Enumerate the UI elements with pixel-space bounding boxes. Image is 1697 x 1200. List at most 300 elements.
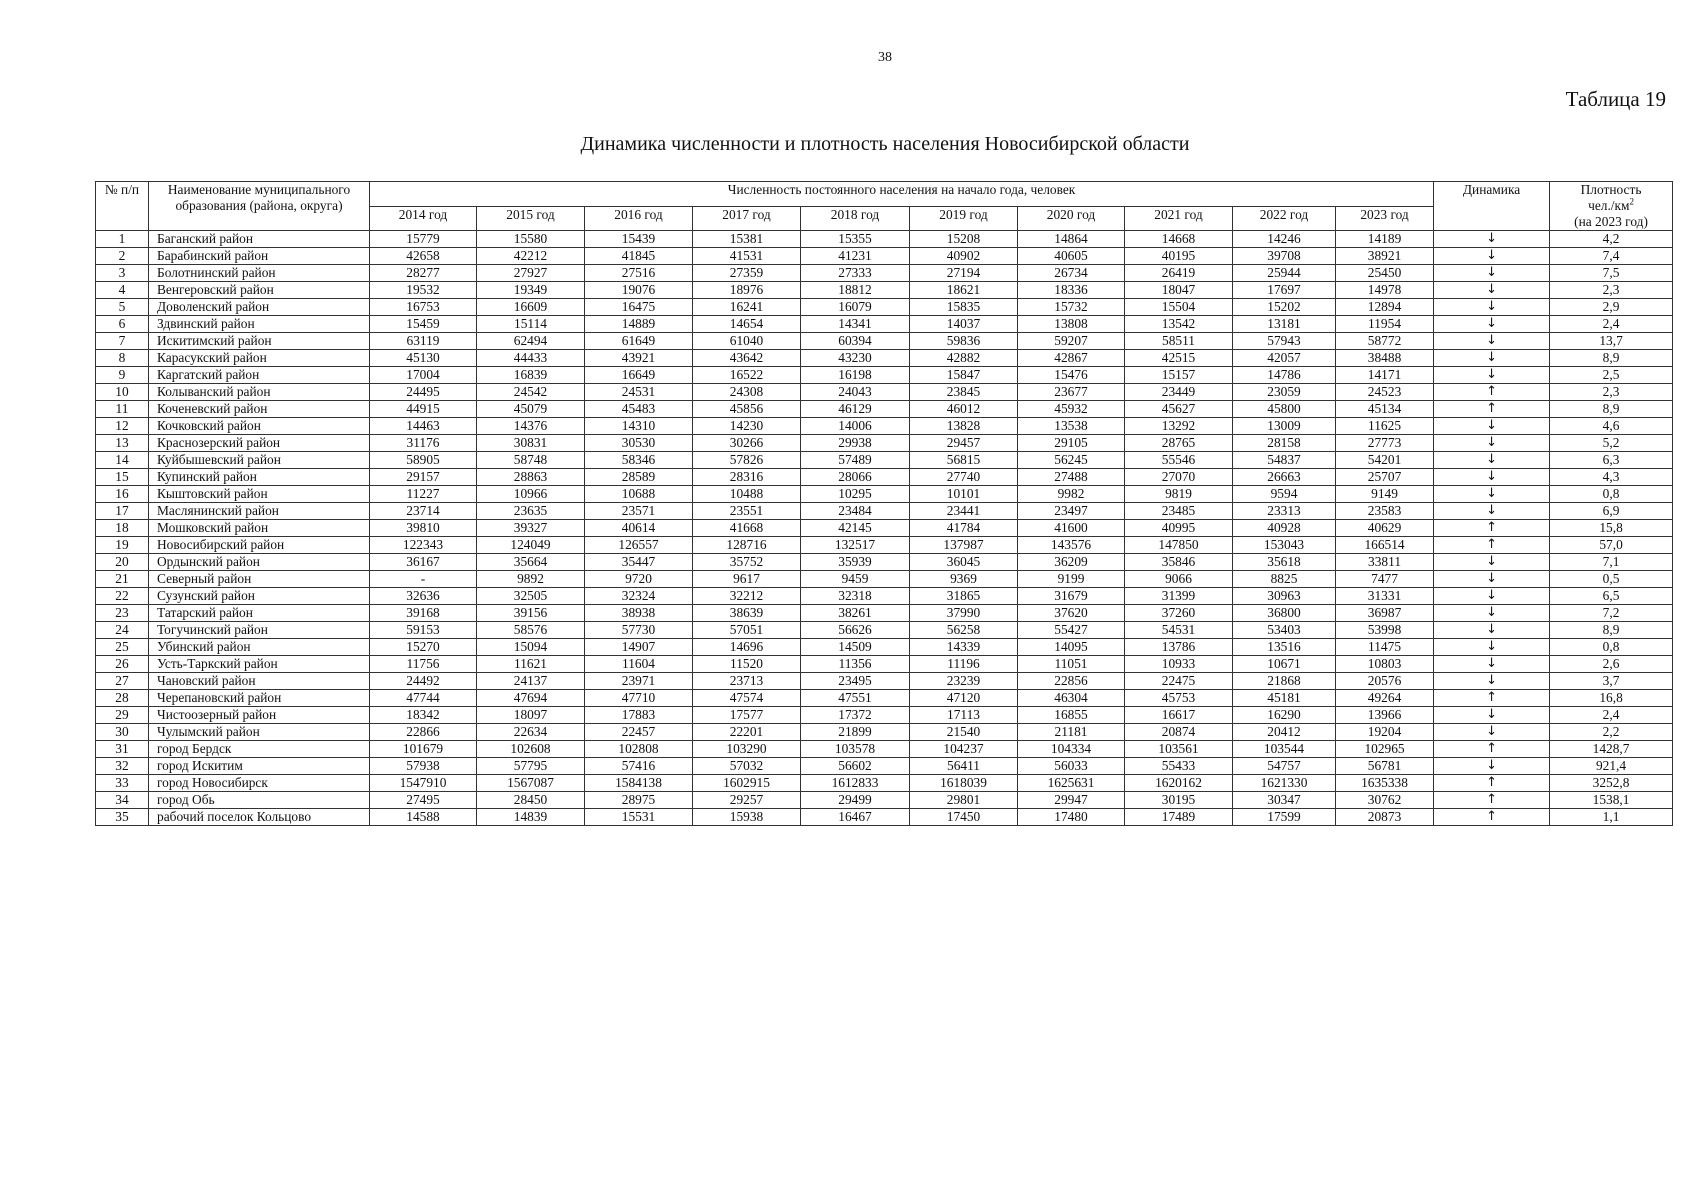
density-value: 6,5 [1550,588,1673,605]
population-value: 35447 [585,554,693,571]
trend-arrow-icon: ↓ [1434,503,1550,520]
population-value: 11621 [477,656,585,673]
population-value: 42212 [477,248,585,265]
trend-arrow-icon: ↑ [1434,809,1550,826]
population-value: 40195 [1125,248,1233,265]
population-value: 42145 [801,520,910,537]
density-value: 1,1 [1550,809,1673,826]
municipality-name: Тогучинский район [149,622,370,639]
population-value: 57489 [801,452,910,469]
population-value: 47694 [477,690,585,707]
population-value: 23571 [585,503,693,520]
population-value: 132517 [801,537,910,554]
density-value: 8,9 [1550,622,1673,639]
population-value: 37260 [1125,605,1233,622]
population-value: 22457 [585,724,693,741]
population-value: 22634 [477,724,585,741]
population-value: 9720 [585,571,693,588]
table-row [96,588,1673,605]
population-value: 16079 [801,299,910,316]
table-row [96,248,1673,265]
population-value: 24043 [801,384,910,401]
population-value: 54837 [1233,452,1336,469]
trend-arrow-icon: ↑ [1434,792,1550,809]
population-value: 57032 [693,758,801,775]
population-value: 16617 [1125,707,1233,724]
population-value: 61649 [585,333,693,350]
population-value: 29947 [1018,792,1125,809]
trend-arrow-icon: ↓ [1434,282,1550,299]
population-value: 28863 [477,469,585,486]
population-value: 24542 [477,384,585,401]
municipality-name: Чулымский район [149,724,370,741]
municipality-name: Болотнинский район [149,265,370,282]
population-value: 36167 [370,554,477,571]
population-value: 9459 [801,571,910,588]
density-value: 7,5 [1550,265,1673,282]
trend-arrow-icon: ↓ [1434,435,1550,452]
table-row [96,792,1673,809]
population-value: 14839 [477,809,585,826]
density-value: 4,6 [1550,418,1673,435]
row-number: 19 [96,537,149,554]
population-value: 19349 [477,282,585,299]
population-value: 43230 [801,350,910,367]
population-value: 45627 [1125,401,1233,418]
population-value: 32636 [370,588,477,605]
density-value: 1538,1 [1550,792,1673,809]
population-value: 18976 [693,282,801,299]
population-value: 21540 [910,724,1018,741]
table-row [96,452,1673,469]
population-value: 101679 [370,741,477,758]
population-value: 58772 [1336,333,1434,350]
row-number: 8 [96,350,149,367]
population-value: 10295 [801,486,910,503]
population-value: 1584138 [585,775,693,792]
population-value: 39168 [370,605,477,622]
row-number: 16 [96,486,149,503]
population-value: 57938 [370,758,477,775]
population-value: 53403 [1233,622,1336,639]
population-value: 33811 [1336,554,1434,571]
population-value: 59153 [370,622,477,639]
population-value: 9982 [1018,486,1125,503]
population-value: 40605 [1018,248,1125,265]
population-value: 18047 [1125,282,1233,299]
population-value: 31679 [1018,588,1125,605]
header-dynamics: Динамика [1434,182,1550,231]
header-density-year: (на 2023 год) [1574,214,1648,229]
population-value: 1602915 [693,775,801,792]
row-number: 1 [96,231,149,248]
header-year-3: 2016 год [585,206,693,231]
population-value: 47120 [910,690,1018,707]
population-value: 23677 [1018,384,1125,401]
municipality-name: Чистоозерный район [149,707,370,724]
trend-arrow-icon: ↑ [1434,775,1550,792]
population-value: 23583 [1336,503,1434,520]
population-value: 15938 [693,809,801,826]
density-value: 921,4 [1550,758,1673,775]
table-row [96,537,1673,554]
table-row [96,435,1673,452]
population-value: 57795 [477,758,585,775]
population-value: 57730 [585,622,693,639]
population-value: 43921 [585,350,693,367]
population-value: 17697 [1233,282,1336,299]
population-value: 16609 [477,299,585,316]
population-value: 8825 [1233,571,1336,588]
municipality-name: Убинский район [149,639,370,656]
row-number: 2 [96,248,149,265]
population-value: 25944 [1233,265,1336,282]
population-value: 39708 [1233,248,1336,265]
municipality-name: Мошковский район [149,520,370,537]
population-value: 27927 [477,265,585,282]
population-value: 11196 [910,656,1018,673]
municipality-name: Чановский район [149,673,370,690]
population-value: 10671 [1233,656,1336,673]
municipality-name: Сузунский район [149,588,370,605]
header-year-2: 2015 год [477,206,585,231]
row-number: 32 [96,758,149,775]
population-value: 14864 [1018,231,1125,248]
document-title: Динамика численности и плотность населения Новосибирской области [580,133,1190,155]
population-value: 39156 [477,605,585,622]
population-value: 15439 [585,231,693,248]
population-value: 23713 [693,673,801,690]
population-value: 14588 [370,809,477,826]
population-value: 15270 [370,639,477,656]
row-number: 15 [96,469,149,486]
population-value: 19532 [370,282,477,299]
population-value: 10488 [693,486,801,503]
table-row [96,350,1673,367]
row-number: 12 [96,418,149,435]
population-value: 11604 [585,656,693,673]
population-value: 24531 [585,384,693,401]
population-value: 9199 [1018,571,1125,588]
municipality-name: Доволенский район [149,299,370,316]
population-value: 10933 [1125,656,1233,673]
population-value: 1618039 [910,775,1018,792]
population-value: 13808 [1018,316,1125,333]
municipality-name: Каргатский район [149,367,370,384]
population-value: 103561 [1125,741,1233,758]
table-row [96,333,1673,350]
population-value: 13516 [1233,639,1336,656]
population-value: 16290 [1233,707,1336,724]
header-year-5: 2018 год [801,206,910,231]
municipality-name: город Бердск [149,741,370,758]
population-value: 15847 [910,367,1018,384]
density-value: 7,1 [1550,554,1673,571]
population-value: 9819 [1125,486,1233,503]
table-row [96,418,1673,435]
row-number: 33 [96,775,149,792]
population-value: 49264 [1336,690,1434,707]
population-value: 18097 [477,707,585,724]
population-value: 45079 [477,401,585,418]
table-row [96,690,1673,707]
population-value: 27773 [1336,435,1434,452]
trend-arrow-icon: ↓ [1434,231,1550,248]
population-value: 10101 [910,486,1018,503]
density-value: 57,0 [1550,537,1673,554]
population-value: 20873 [1336,809,1434,826]
population-value: 15355 [801,231,910,248]
trend-arrow-icon: ↓ [1434,486,1550,503]
population-value: 9149 [1336,486,1434,503]
header-density-unit: чел./км [1588,198,1630,213]
population-value: 29157 [370,469,477,486]
population-value: 15476 [1018,367,1125,384]
trend-arrow-icon: ↓ [1434,248,1550,265]
table-header [96,182,1673,231]
row-number: 9 [96,367,149,384]
population-value: 56602 [801,758,910,775]
population-value: 38921 [1336,248,1434,265]
population-value: 46012 [910,401,1018,418]
population-value: 42882 [910,350,1018,367]
population-value: 41600 [1018,520,1125,537]
table-row [96,775,1673,792]
population-value: 26663 [1233,469,1336,486]
population-value: 15835 [910,299,1018,316]
population-value: 13786 [1125,639,1233,656]
population-value: 42658 [370,248,477,265]
population-value: 28589 [585,469,693,486]
municipality-name: Усть-Таркский район [149,656,370,673]
table-row [96,758,1673,775]
population-value: 39327 [477,520,585,537]
population-value: 14230 [693,418,801,435]
table-body [96,231,1673,826]
municipality-name: Маслянинский район [149,503,370,520]
population-value: 27070 [1125,469,1233,486]
population-value: 30963 [1233,588,1336,605]
population-value: 57416 [585,758,693,775]
population-value: 17480 [1018,809,1125,826]
population-value: 24308 [693,384,801,401]
population-value: 28277 [370,265,477,282]
population-value: 14889 [585,316,693,333]
density-value: 15,8 [1550,520,1673,537]
population-value: 24495 [370,384,477,401]
row-number: 7 [96,333,149,350]
population-value: 56781 [1336,758,1434,775]
table-row [96,384,1673,401]
population-value: 21181 [1018,724,1125,741]
population-value: 32318 [801,588,910,605]
population-value: 41668 [693,520,801,537]
population-value: 31399 [1125,588,1233,605]
population-value: 25450 [1336,265,1434,282]
row-number: 6 [96,316,149,333]
population-value: 15157 [1125,367,1233,384]
density-value: 0,8 [1550,639,1673,656]
trend-arrow-icon: ↓ [1434,673,1550,690]
population-value: 15094 [477,639,585,656]
population-value: 16839 [477,367,585,384]
population-value: 56245 [1018,452,1125,469]
density-value: 8,9 [1550,350,1673,367]
population-value: 58748 [477,452,585,469]
population-value: 15114 [477,316,585,333]
population-value: 13181 [1233,316,1336,333]
population-value: 28066 [801,469,910,486]
population-value: 14696 [693,639,801,656]
municipality-name: Кыштовский район [149,486,370,503]
population-value: 58511 [1125,333,1233,350]
density-value: 6,9 [1550,503,1673,520]
table-row [96,639,1673,656]
density-value: 5,2 [1550,435,1673,452]
trend-arrow-icon: ↓ [1434,622,1550,639]
municipality-name: Здвинский район [149,316,370,333]
municipality-name: город Искитим [149,758,370,775]
population-value: 18812 [801,282,910,299]
municipality-name: Кочковский район [149,418,370,435]
population-value: 31176 [370,435,477,452]
table-row [96,724,1673,741]
header-year-8: 2021 год [1125,206,1233,231]
trend-arrow-icon: ↓ [1434,707,1550,724]
population-value: 13292 [1125,418,1233,435]
population-value: 17372 [801,707,910,724]
population-value: 17883 [585,707,693,724]
population-value: 30266 [693,435,801,452]
population-value: 20412 [1233,724,1336,741]
header-number: № п/п [96,182,149,231]
trend-arrow-icon: ↓ [1434,452,1550,469]
row-number: 25 [96,639,149,656]
trend-arrow-icon: ↓ [1434,367,1550,384]
population-value: 56411 [910,758,1018,775]
row-number: 14 [96,452,149,469]
population-value: 26734 [1018,265,1125,282]
density-value: 2,9 [1550,299,1673,316]
trend-arrow-icon: ↑ [1434,537,1550,554]
row-number: 20 [96,554,149,571]
trend-arrow-icon: ↓ [1434,656,1550,673]
table-row [96,673,1673,690]
population-value: 23441 [910,503,1018,520]
population-value: 22866 [370,724,477,741]
population-value: 35846 [1125,554,1233,571]
population-value: 45753 [1125,690,1233,707]
municipality-name: Искитимский район [149,333,370,350]
population-value: 9066 [1125,571,1233,588]
population-value: 15504 [1125,299,1233,316]
population-value: 103544 [1233,741,1336,758]
density-value: 3252,8 [1550,775,1673,792]
population-value: 36209 [1018,554,1125,571]
header-year-7: 2020 год [1018,206,1125,231]
population-value: 16522 [693,367,801,384]
population-value: 15459 [370,316,477,333]
population-value: 58905 [370,452,477,469]
density-value: 2,3 [1550,384,1673,401]
population-value: 17450 [910,809,1018,826]
table-row [96,707,1673,724]
table-row [96,299,1673,316]
table-row [96,282,1673,299]
row-number: 29 [96,707,149,724]
row-number: 3 [96,265,149,282]
population-value: 14907 [585,639,693,656]
population-value: 23313 [1233,503,1336,520]
municipality-name: Татарский район [149,605,370,622]
population-value: 14095 [1018,639,1125,656]
population-value: 23551 [693,503,801,520]
population-value: 23484 [801,503,910,520]
page-number: 38 [878,50,892,65]
population-value: 1635338 [1336,775,1434,792]
population-value: 23485 [1125,503,1233,520]
municipality-name: рабочий поселок Кольцово [149,809,370,826]
population-value: 9594 [1233,486,1336,503]
population-value: 56033 [1018,758,1125,775]
population-value: 103290 [693,741,801,758]
table-row [96,656,1673,673]
population-value: 28316 [693,469,801,486]
population-value: 55433 [1125,758,1233,775]
trend-arrow-icon: ↓ [1434,605,1550,622]
population-value: 122343 [370,537,477,554]
population-value: 29257 [693,792,801,809]
population-value: 14037 [910,316,1018,333]
population-value: 59836 [910,333,1018,350]
population-value: 14310 [585,418,693,435]
trend-arrow-icon: ↓ [1434,469,1550,486]
population-value: 17577 [693,707,801,724]
population-value: 46304 [1018,690,1125,707]
population-value: 12894 [1336,299,1434,316]
population-value: 22856 [1018,673,1125,690]
population-value: 32324 [585,588,693,605]
population-value: 41231 [801,248,910,265]
trend-arrow-icon: ↓ [1434,758,1550,775]
row-number: 10 [96,384,149,401]
trend-arrow-icon: ↑ [1434,690,1550,707]
table-row [96,316,1673,333]
population-value: 40614 [585,520,693,537]
population-value: 62494 [477,333,585,350]
row-number: 30 [96,724,149,741]
trend-arrow-icon: ↓ [1434,333,1550,350]
population-value: 25707 [1336,469,1434,486]
population-value: 10966 [477,486,585,503]
density-value: 2,3 [1550,282,1673,299]
municipality-name: город Новосибирск [149,775,370,792]
population-value: 14978 [1336,282,1434,299]
population-value: 11051 [1018,656,1125,673]
trend-arrow-icon: ↓ [1434,554,1550,571]
population-value: 26419 [1125,265,1233,282]
population-value: 27740 [910,469,1018,486]
municipality-name: Коченевский район [149,401,370,418]
population-value: 124049 [477,537,585,554]
population-value: 16855 [1018,707,1125,724]
population-value: 16649 [585,367,693,384]
trend-arrow-icon: ↓ [1434,588,1550,605]
population-value: 17599 [1233,809,1336,826]
population-value: 36045 [910,554,1018,571]
population-value: 43642 [693,350,801,367]
population-value: 14509 [801,639,910,656]
